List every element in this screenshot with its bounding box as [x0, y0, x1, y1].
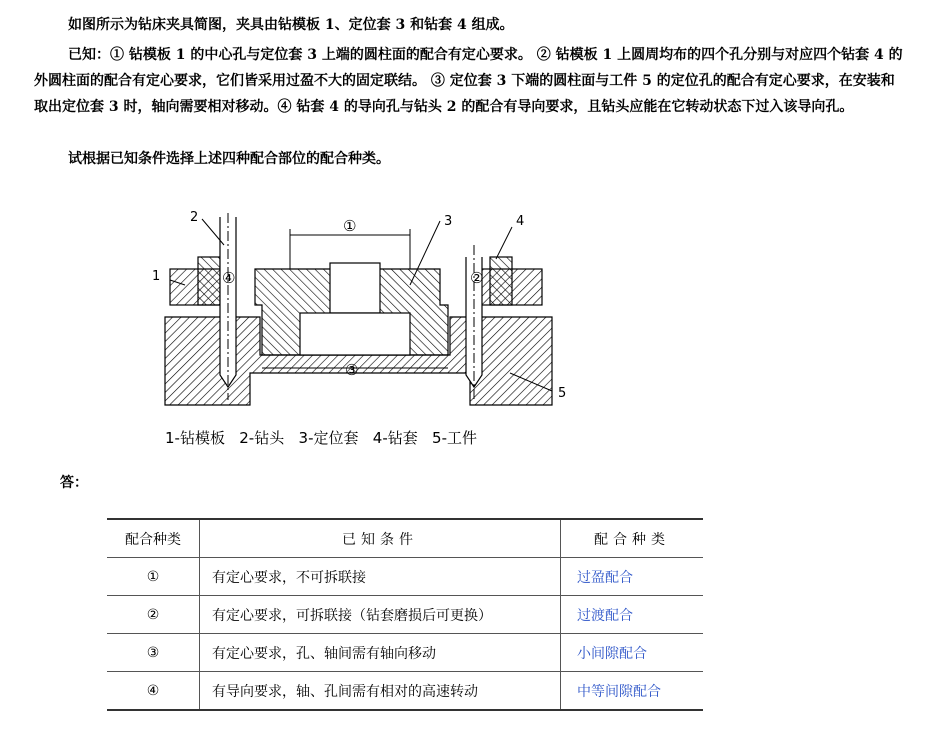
table-row	[107, 672, 703, 711]
locating-sleeve-3	[255, 263, 448, 355]
table-row	[107, 634, 703, 672]
header-fit-kind: 配合种类	[561, 519, 704, 558]
table-header-row	[107, 519, 703, 558]
header-known-condition: 已知条件	[200, 519, 561, 558]
row-fit: 中等间隙配合	[561, 672, 704, 711]
row-fit: 小间隙配合	[561, 634, 704, 672]
problem-question: 试根据已知条件选择上述四种配合部位的配合种类。	[68, 151, 390, 167]
callout-5: 5	[558, 386, 567, 401]
row-condition: 有导向要求，轴、孔间需有相对的高速转动	[200, 672, 561, 711]
figure-caption: 1-钻模板 2-钻头 3-定位套 4-钻套 5-工件	[165, 429, 477, 447]
row-fit: 过渡配合	[561, 596, 704, 634]
mark-3: ③	[345, 361, 359, 379]
callout-4: 4	[516, 214, 525, 229]
row-number: ②	[107, 596, 200, 634]
callout-2: 2	[190, 210, 199, 225]
fit-type-table	[107, 518, 703, 711]
callout-1: 1	[152, 269, 161, 284]
callout-3: 3	[444, 214, 453, 229]
mark-1: ①	[343, 217, 357, 235]
row-fit: 过盈配合	[561, 558, 704, 596]
header-fit-type: 配合种类	[107, 519, 200, 558]
problem-intro: 如图所示为钻床夹具简图，夹具由钻模板 1、定位套 3 和钻套 4 组成。	[68, 17, 514, 33]
table-row	[107, 558, 703, 596]
mark-4: ④	[222, 269, 236, 287]
mark-2: ②	[470, 269, 484, 287]
row-condition: 有定心要求，不可拆联接	[200, 558, 561, 596]
row-number: ①	[107, 558, 200, 596]
problem-known-conditions: 已知：① 钻模板 1 的中心孔与定位套 3 上端的圆柱面的配合有定心要求。 ② 钻模板 1 上圆周均布的四个孔分别与对应四个钻套 4 的外圆柱面的配合有定心要求，它们皆采用过盈不大的固定联结。 ③ 定位套 3 下端的圆柱面与工件 5 的定位孔的配合有定心要求，在安装和取出定位套 3 时，轴向需要相对移动。④ 钻套 4 的导向孔与钻头 2 的配合有导向要求，且钻头应能在它转动状态下过入该导向孔。	[34, 47, 903, 115]
answer-label: 答：	[60, 475, 88, 491]
row-condition: 有定心要求，孔、轴间需有轴向移动	[200, 634, 561, 672]
row-number: ③	[107, 634, 200, 672]
row-condition: 有定心要求，可拆联接（钻套磨损后可更换）	[200, 596, 561, 634]
table-row	[107, 596, 703, 634]
row-number: ④	[107, 672, 200, 711]
drill-jig-diagram	[140, 205, 580, 460]
